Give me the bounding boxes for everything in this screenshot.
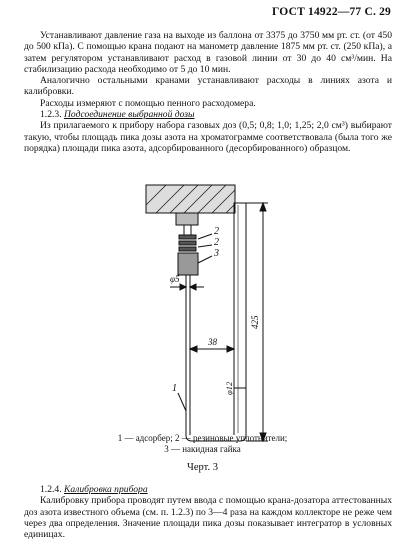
paragraph-calibration: Калибровку прибора проводят путем ввода с помощью крана-дозатора аттестованных доз азота известного объема (см. п. 1.2.3) по 3—4 раза на каждом коллекторе не реже чем через два определения. Значение площади пика дозы показывает интегратор в условных единицах. — [24, 495, 392, 541]
figure-legend — [0, 433, 405, 454]
section-number: 1.2.3. — [40, 109, 62, 121]
top-text-block — [24, 30, 392, 154]
dimension-38: 38 — [208, 337, 217, 347]
page-header: ГОСТ 14922—77 С. 29 — [272, 6, 391, 18]
dimension-phi5: φ5 — [170, 274, 180, 284]
label-3: 3 — [214, 248, 219, 259]
section-number: 1.2.4. — [40, 484, 62, 495]
paragraph-dose-selection: Из прилагаемого к прибору набора газовых доз (0,5; 0,8; 1,0; 1,25; 2,0 см³) выбирают такую, чтобы площадь пика дозы азота на хроматограмме соответствовала (была того же порядка) площади пика азота, адсорбированного (десорбированного) образцом. — [24, 120, 392, 154]
section-title: Подсоединение выбранной дозы — [64, 109, 195, 121]
label-2-top: 2 — [214, 226, 219, 237]
dimension-phi12: φ12 — [224, 381, 234, 395]
figure-diagram — [0, 183, 405, 448]
paragraph-gas-pressure: Устанавливают давление газа на выходе из баллона от 3375 до 3750 мм рт. ст. (от 450 до 500 кПа). С помощью крана подают на манометр давление 1875 мм рт. ст. (250 кПа), а затем регулятором устанавливают расход в газовой линии от 30 до 40 см³/мин. На стабилизацию расхода необходимо от 5 до 10 мин. — [24, 30, 392, 75]
dimension-425: 425 — [250, 315, 260, 329]
label-2-bottom: 2 — [214, 237, 219, 248]
bottom-text-block — [24, 484, 392, 540]
section-heading-1-2-3 — [24, 109, 392, 120]
figure-caption: Черт. 3 — [187, 462, 218, 473]
paragraph-other-lines: Аналогично остальными кранами устанавливают расходы в линиях азота и калибровки. — [24, 75, 392, 98]
adsorber-tube — [234, 203, 246, 435]
union-nut — [178, 253, 198, 275]
legend-line-2: 3 — накидная гайка — [164, 443, 241, 454]
label-1: 1 — [172, 383, 177, 394]
fitting-nut — [176, 213, 198, 225]
section-heading-1-2-4 — [24, 484, 392, 495]
paragraph-flow-measure: Расходы измеряют с помощью пенного расходомера. — [40, 97, 256, 109]
legend-line-1: 1 — адсорбер; 2 — резиновые уплотнители; — [117, 433, 288, 443]
rubber-seals — [179, 235, 196, 251]
section-title: Калибровка прибора — [64, 484, 148, 495]
